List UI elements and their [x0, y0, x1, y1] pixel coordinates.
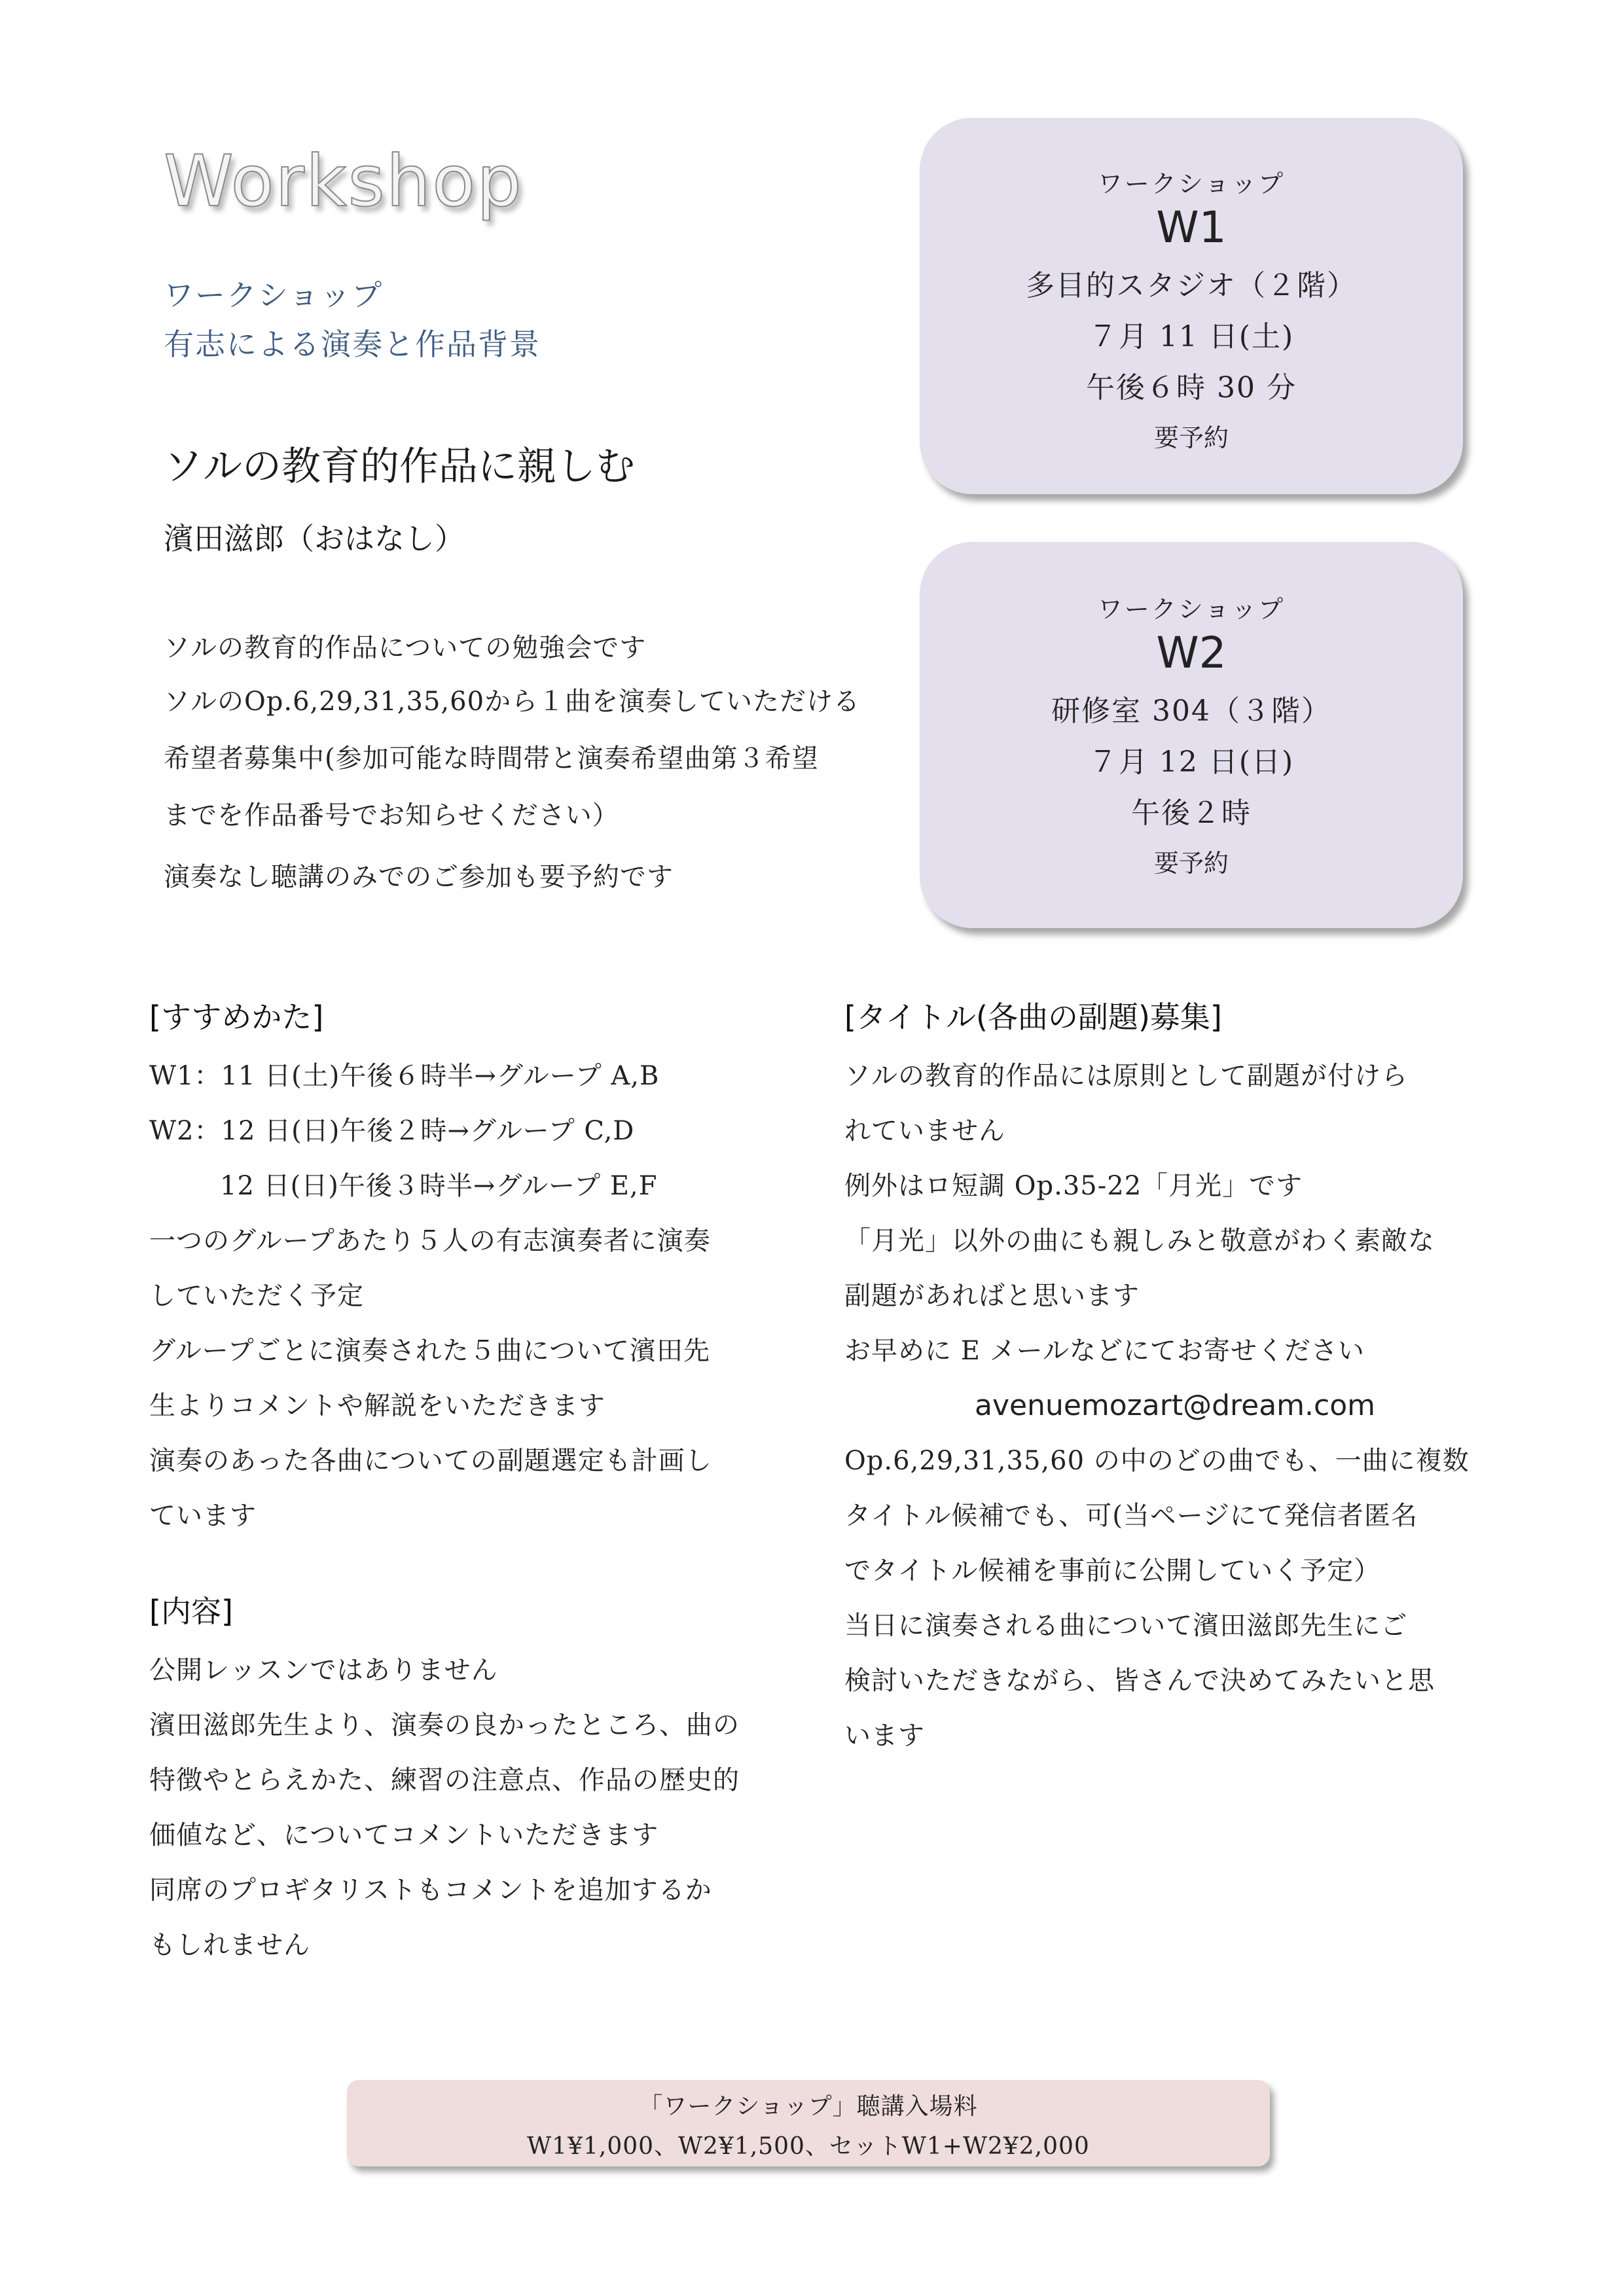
card-note: 要予約: [1153, 423, 1229, 452]
section-title-content: [内容]: [149, 1594, 233, 1629]
admission-fee-box: [347, 2080, 1270, 2166]
main-heading: ソルの教育的作品に親しむ: [164, 444, 635, 490]
fee-heading: 「ワークショップ」聴講入場料: [639, 2093, 978, 2120]
speaker-line: 濱田滋郎（おはなし）: [164, 521, 465, 556]
card-place: 研修室 304（３階）: [1051, 694, 1331, 728]
subtitle-call-line: 副題があればと思います: [844, 1281, 1140, 1311]
subtitle-call-line: 検討いただきながら、皆さんで決めてみたいと思: [844, 1666, 1435, 1696]
progress-line: ています: [149, 1501, 257, 1531]
workshop-card-w2: [920, 542, 1463, 928]
card-code: W1: [1156, 202, 1227, 253]
workshop-title: Workshop: [164, 141, 523, 223]
content-line: 公開レッスンではありません: [149, 1655, 498, 1685]
subtitle-call-line: ソルの教育的作品には原則として副題が付けら: [844, 1061, 1408, 1091]
progress-line: 生よりコメントや解説をいただきます: [149, 1391, 605, 1421]
subtitle-call-line: でタイトル候補を事前に公開していく予定）: [844, 1556, 1381, 1586]
card-label: ワークショップ: [1097, 595, 1286, 624]
description-line: ソルのOp.6,29,31,35,60から１曲を演奏していただける: [164, 687, 861, 717]
progress-line: していただく予定: [149, 1281, 364, 1311]
description-line: 演奏なし聴講のみでのご参加も要予約です: [164, 862, 674, 892]
left-column: [149, 994, 837, 1973]
subtitle-call-line: タイトル候補でも、可(当ページにて発信者匿名: [844, 1501, 1418, 1531]
subtitle-call-line: お早めに E メールなどにてお寄せください: [844, 1336, 1365, 1366]
subtitle-call-line: 当日に演奏される曲について濱田滋郎先生にご: [844, 1611, 1408, 1641]
card-place: 多目的スタジオ（２階）: [1026, 269, 1357, 302]
card-code: W2: [1156, 628, 1227, 678]
progress-line: W1：11 日(土)午後６時半→グループ A,B: [149, 1061, 660, 1091]
card-date: ７月 12 日(日): [1088, 745, 1295, 779]
subtitle-call-line: 「月光」以外の曲にも親しみと敬意がわく素敵な: [844, 1226, 1435, 1256]
description-line: 希望者募集中(参加可能な時間帯と演奏希望曲第３希望: [164, 744, 819, 774]
content-line: 同席のプロギタリストもコメントを追加するか: [149, 1875, 712, 1905]
content-line: 濱田滋郎先生より、演奏の良かったところ、曲の: [149, 1710, 740, 1740]
contact-email[interactable]: avenuemozart@dream.com: [974, 1389, 1375, 1422]
card-date: ７月 11 日(土): [1088, 320, 1295, 353]
section-title-subtitle-call: [タイトル(各曲の副題)募集]: [844, 999, 1222, 1035]
card-label: ワークショップ: [1097, 170, 1286, 198]
progress-line: W2：12 日(日)午後２時→グループ C,D: [149, 1116, 635, 1146]
progress-line: 一つのグループあたり５人の有志演奏者に演奏: [149, 1226, 711, 1256]
subtitle-description: 有志による演奏と作品背景: [164, 327, 541, 362]
right-column: [844, 994, 1506, 1763]
content-line: 価値など、についてコメントいただきます: [149, 1820, 659, 1850]
subtitle-call-line: Op.6,29,31,35,60 の中のどの曲でも、一曲に複数: [844, 1446, 1470, 1476]
description-line: までを作品番号でお知らせください）: [164, 800, 619, 831]
subtitle-call-line: れていません: [844, 1116, 1005, 1146]
progress-line: 12 日(日)午後３時半→グループ E,F: [220, 1171, 658, 1201]
content-line: 特徴やとらえかた、練習の注意点、作品の歴史的: [149, 1765, 740, 1795]
progress-line: 演奏のあった各曲についての副題選定も計画し: [149, 1446, 712, 1476]
subtitle-call-line: 例外はロ短調 Op.35-22「月光」です: [844, 1171, 1303, 1201]
card-time: 午後６時 30 分: [1086, 371, 1297, 404]
fee-prices: W1¥1,000、W2¥1,500、セットW1+W2¥2,000: [527, 2133, 1090, 2160]
card-note: 要予約: [1153, 849, 1229, 878]
progress-line: グループごとに演奏された５曲について濱田先: [149, 1336, 710, 1366]
content-line: もしれません: [149, 1930, 310, 1960]
subtitle-workshop: ワークショップ: [164, 278, 384, 313]
section-title-progress: [すすめかた]: [149, 999, 324, 1035]
subtitle-call-line: います: [844, 1721, 925, 1751]
workshop-card-w1: [920, 118, 1463, 494]
description-line: ソルの教育的作品についての勉強会です: [164, 633, 647, 663]
card-time: 午後２時: [1131, 797, 1252, 830]
